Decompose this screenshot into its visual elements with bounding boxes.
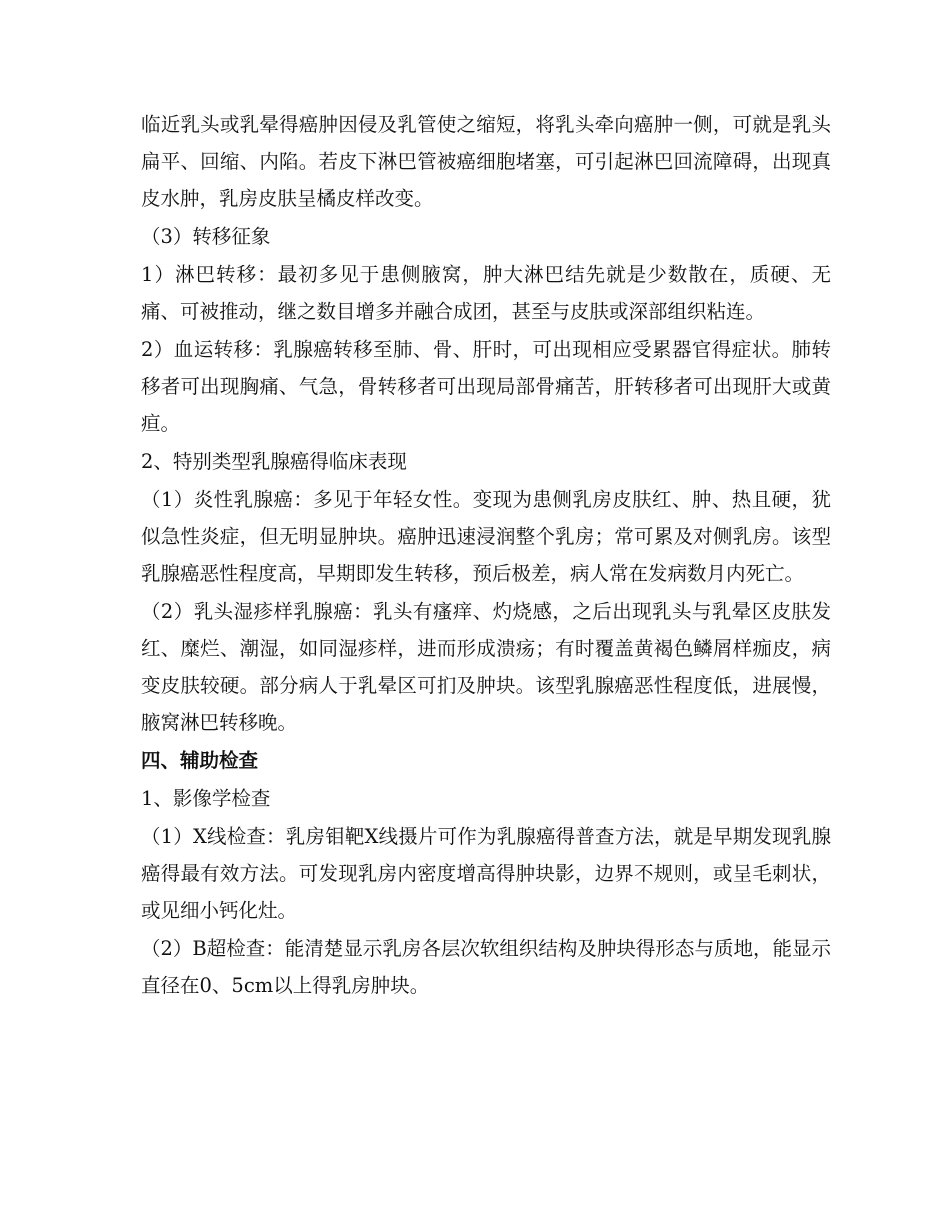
paragraph-lymph-metastasis: 1）淋巴转移：最初多见于患侧腋窝，肿大淋巴结先就是少数散在，质硬、无痛、可被推动，继之数目增多并融合成团，甚至与皮肤或深部组织粘连。 (141, 263, 831, 323)
paragraph-ultrasound-exam: （2）B超检查：能清楚显示乳房各层次软组织结构及肿块得形态与质地，能显示直径在0、5cm以上得乳房肿块。 (141, 937, 831, 997)
paragraph-blood-metastasis: 2）血运转移：乳腺癌转移至肺、骨、肝时，可出现相应受累器官得症状。肺转移者可出现胸痛、气急，骨转移者可出现局部骨痛苦，肝转移者可出现肝大或黄疸。 (141, 338, 831, 435)
document-body (141, 106, 831, 1005)
paragraph-inflammatory-cancer: （1）炎性乳腺癌：多见于年轻女性。变现为患侧乳房皮肤红、肿、热且硬，犹似急性炎症，但无明显肿块。癌肿迅速浸润整个乳房；常可累及对侧乳房。该型乳腺癌恶性程度高，早期即发生转移，预后极差，病人常在发病数月内死亡。 (141, 488, 831, 585)
subheading-imaging-exam: 1、影像学检查 (141, 787, 271, 810)
paragraph-xray-exam: （1）X线检查：乳房钼靶X线摄片可作为乳腺癌得普查方法，就是早期发现乳腺癌得最有效方法。可发现乳房内密度增高得肿块影，边界不规则，或呈毛刺状，或见细小钙化灶。 (141, 825, 831, 922)
subheading-special-types: 2、特别类型乳腺癌得临床表现 (141, 450, 407, 473)
subheading-metastasis-signs: （3）转移征象 (141, 225, 271, 248)
section-heading-auxiliary-exam: 四、辅助检查 (141, 749, 259, 772)
paragraph-nipple-retraction: 临近乳头或乳晕得癌肿因侵及乳管使之缩短，将乳头牵向癌肿一侧，可就是乳头扁平、回缩、内陷。若皮下淋巴管被癌细胞堵塞，可引起淋巴回流障碍，出现真皮水肿，乳房皮肤呈橘皮样改变。 (141, 113, 831, 210)
paragraph-paget-disease: （2）乳头湿疹样乳腺癌：乳头有瘙痒、灼烧感，之后出现乳头与乳晕区皮肤发红、糜烂、潮湿，如同湿疹样，进而形成溃疡；有时覆盖黄褐色鳞屑样痂皮，病变皮肤较硬。部分病人于乳晕区可扪及肿块。该型乳腺癌恶性程度低，进展慢，腋窝淋巴转移晚。 (141, 600, 831, 734)
